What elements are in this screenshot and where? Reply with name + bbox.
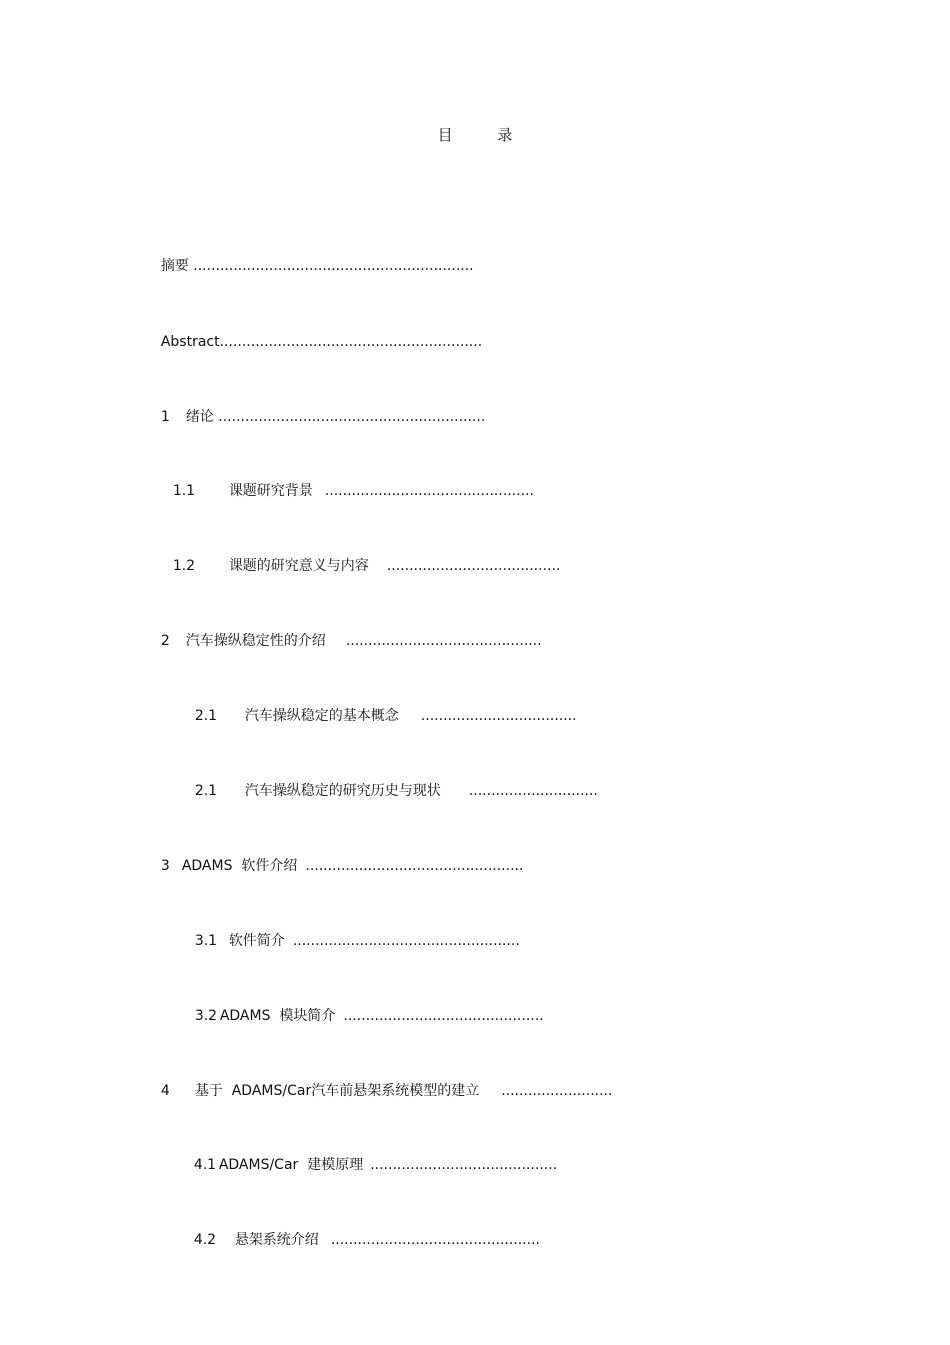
toc-leader: ............................. [468,783,598,799]
toc-number: 4.2 [193,1232,217,1248]
toc-entry-3-1[interactable] [177,911,520,971]
toc-leader: ............................................... [330,1232,540,1248]
toc-title: ADAMS/Car 建模原理 [218,1157,364,1173]
toc-entry-4-1[interactable] [176,1135,557,1195]
toc-leader: ................................... [420,708,577,724]
toc-leader: ............................................................... [188,258,474,274]
toc-title: 软件简介 [228,933,285,949]
toc-entry-2-1b[interactable] [177,761,598,821]
toc-leader: ............................................. [343,1008,544,1024]
toc-title: 汽车操纵稳定的研究历史与现状 [244,783,441,799]
toc-number: 2 [160,633,170,649]
toc-title: 汽车操纵稳定的基本概念 [244,708,399,724]
toc-title: 课题研究背景 [228,483,313,499]
toc-entry-3-2[interactable] [177,986,544,1046]
toc-number: 1.2 [172,558,196,574]
toc-leader: ................................................... [292,933,520,949]
toc-entry-4[interactable] [143,1061,612,1121]
toc-entry-1-1[interactable] [155,461,534,521]
toc-leader: ....................................... [386,558,561,574]
page-title: 目 录 [437,126,533,144]
toc-number: 3.1 [194,933,218,949]
toc-number: 4.1 [193,1157,217,1173]
toc-title: 汽车操纵稳定性的介绍 [185,633,326,649]
toc-leader: ......................... [501,1083,613,1099]
toc-entry-3[interactable] [143,836,523,896]
toc-entry-2[interactable] [143,611,542,671]
toc-number: 1 [160,409,170,425]
toc-leader: ................................................. [305,858,524,874]
toc-leader: .......................................... [370,1157,558,1173]
toc-leader: ............................................ [345,633,542,649]
toc-title: Abstract [160,334,220,350]
toc-entry-4-2[interactable] [176,1210,540,1270]
toc-number: 4 [160,1083,170,1099]
toc-entry-1[interactable] [143,387,485,447]
toc-leader: ........................................................... [219,334,483,350]
toc-leader: ............................................................ [213,409,486,425]
toc-title: 基于 ADAMS/Car汽车前悬架系统模型的建立 [194,1083,480,1099]
toc-number: 3.2 [194,1008,218,1024]
toc-number: 3 [160,858,170,874]
toc-title: 课题的研究意义与内容 [228,558,369,574]
toc-title: 悬架系统介绍 [234,1232,319,1248]
toc-title: ADAMS 软件介绍 [181,858,298,874]
toc-number: 1.1 [172,483,196,499]
toc-title: 绪论 [185,409,214,425]
toc-entry-abstract-en[interactable] [143,312,482,372]
toc-title: ADAMS 模块简介 [219,1008,336,1024]
toc-entry-abstract-cn[interactable] [143,236,474,296]
toc-entry-2-1a[interactable] [177,686,577,746]
toc-number: 2.1 [194,708,218,724]
toc-entry-1-2[interactable] [155,536,560,596]
toc-leader: ............................................... [324,483,534,499]
toc-title: 摘要 [160,258,189,274]
toc-number: 2.1 [194,783,218,799]
